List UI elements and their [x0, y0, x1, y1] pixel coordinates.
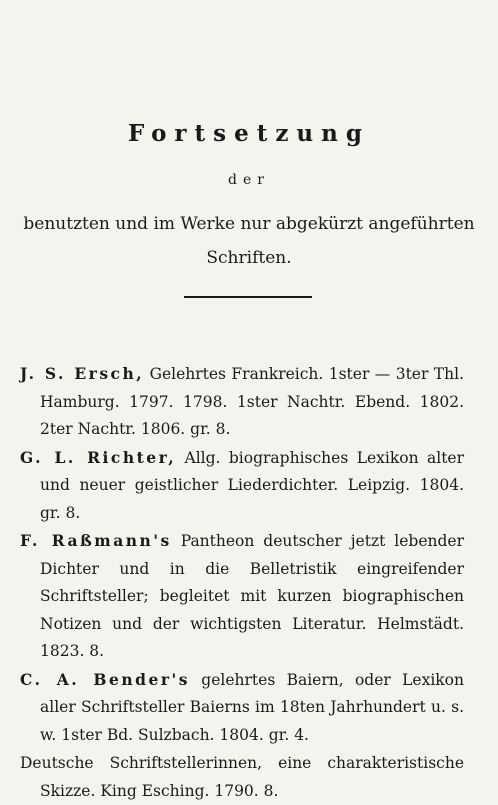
entry-author: C. A. Bender's: [20, 669, 190, 689]
entry-text: Gelehrtes Frankreich. 1ster — 3ter Thl. Hamburg. 1797. 1798. 1ster Nachtr. Ebend. 1802. 2ter Nachtr. 1806. gr. 8.: [40, 365, 464, 438]
entry-text: Pantheon deutscher jetzt lebender Dichter und in die Belletristik eingreifender Schriftsteller; begleitet mit kurzen biographischen Notizen und der wichtigsten Literatur. Helmstädt. 1823. 8.: [40, 532, 465, 660]
bibliography-entry: [20, 527, 464, 666]
entry-text: gelehrtes Baiern, oder Lexikon aller Schriftsteller Baierns im 18ten Jahrhundert u. s. w. 1ster Bd. Sulzbach. 1804. gr. 4.: [40, 670, 464, 744]
subtitle-line-1: benutzten und im Werke nur abgekürzt angeführten: [23, 214, 475, 234]
bibliography-entry: [20, 749, 464, 805]
bibliography-list: [20, 360, 464, 805]
entry-author: F. Raßmann's: [20, 531, 172, 550]
bibliography-entry: [20, 444, 464, 528]
entry-author: G. L. Richter,: [20, 447, 177, 467]
title-connector: der: [228, 172, 270, 188]
entry-text: Allg. biographisches Lexikon alter und neuer geistlicher Liederdichter. Leipzig. 1804. gr. 8.: [40, 448, 464, 522]
bibliography-entry: [20, 666, 464, 750]
entry-author: J. S. Ersch,: [20, 364, 145, 383]
page-title: Fortsetzung: [128, 120, 370, 147]
entry-text: Deutsche Schriftstellerinnen, eine charakteristische Skizze. King Esching. 1790. 8.: [20, 754, 464, 800]
bibliography-entry: [20, 360, 464, 444]
divider-rule: [184, 296, 312, 298]
subtitle: [0, 207, 498, 275]
subtitle-line-2: Schriften.: [206, 248, 292, 268]
